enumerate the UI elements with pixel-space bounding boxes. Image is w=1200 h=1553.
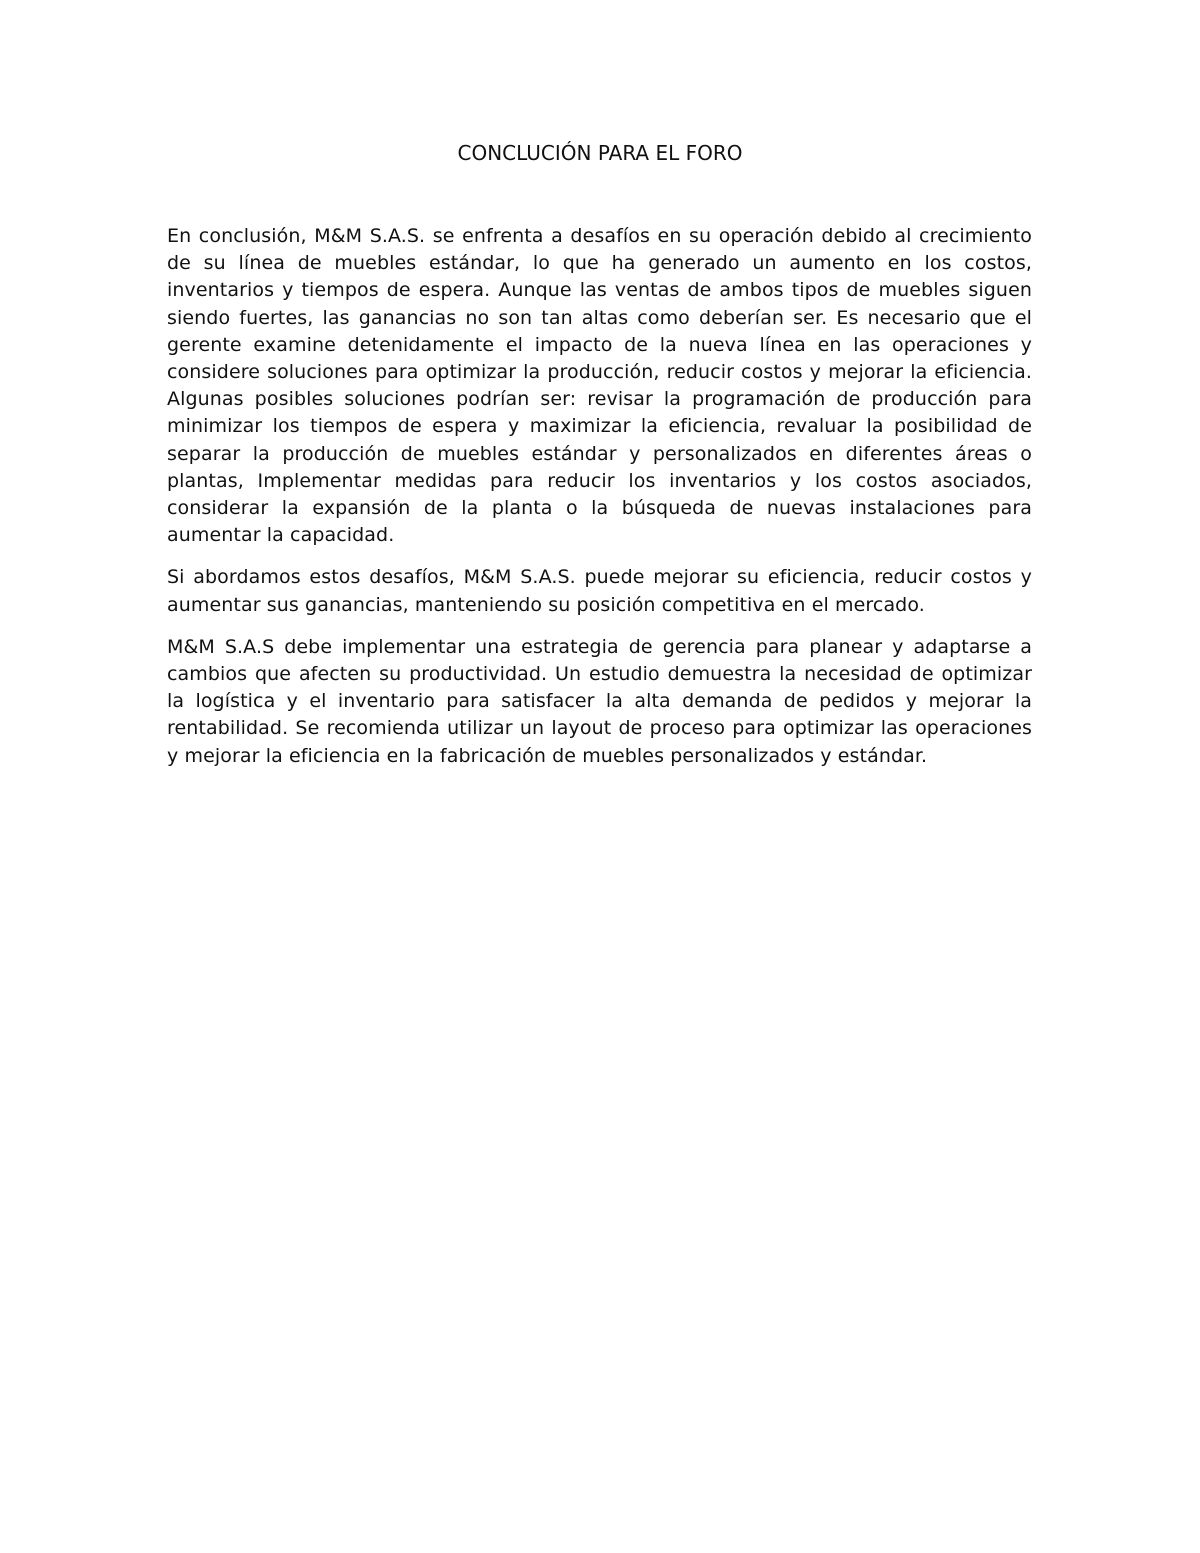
paragraph-strategy: M&M S.A.S debe implementar una estrategia de gerencia para planear y adaptarse a cambios que afecten su productividad. Un estudio demuestra la necesidad de optimizar la logística y el inventario para satisfacer la alta demanda de pedidos y mejorar la rentabilidad. Se recomienda utilizar un layout de proceso para optimizar las operaciones y mejorar la eficiencia en la fabricación de muebles personalizados y estándar. xyxy=(167,635,1032,767)
document-body xyxy=(167,223,1032,785)
paragraph-conclusion: En conclusión, M&M S.A.S. se enfrenta a desafíos en su operación debido al crecimiento de su línea de muebles estándar, lo que ha generado un aumento en los costos, inventarios y tiempos de espera. Aunque las ventas de ambos tipos de muebles siguen siendo fuertes, las ganancias no son tan altas como deberían ser. Es necesario que el gerente examine detenidamente el impacto de la nueva línea en las operaciones y considere soluciones para optimizar la producción, reducir costos y mejorar la eficiencia. Algunas posibles soluciones podrían ser: revisar la programación de producción para minimizar los tiempos de espera y maximizar la eficiencia, revaluar la posibilidad de separar la producción de muebles estándar y personalizados en diferentes áreas o plantas, Implementar medidas para reducir los inventarios y los costos asociados, considerar la expansión de la planta o la búsqueda de nuevas instalaciones para aumentar la capacidad. xyxy=(167,225,1032,547)
paragraph-challenges: Si abordamos estos desafíos, M&M S.A.S. puede mejorar su eficiencia, reducir costos y aumentar sus ganancias, manteniendo su posición competitiva en el mercado. xyxy=(167,566,1032,616)
document-title: CONCLUCIÓN PARA EL FORO xyxy=(457,141,743,165)
